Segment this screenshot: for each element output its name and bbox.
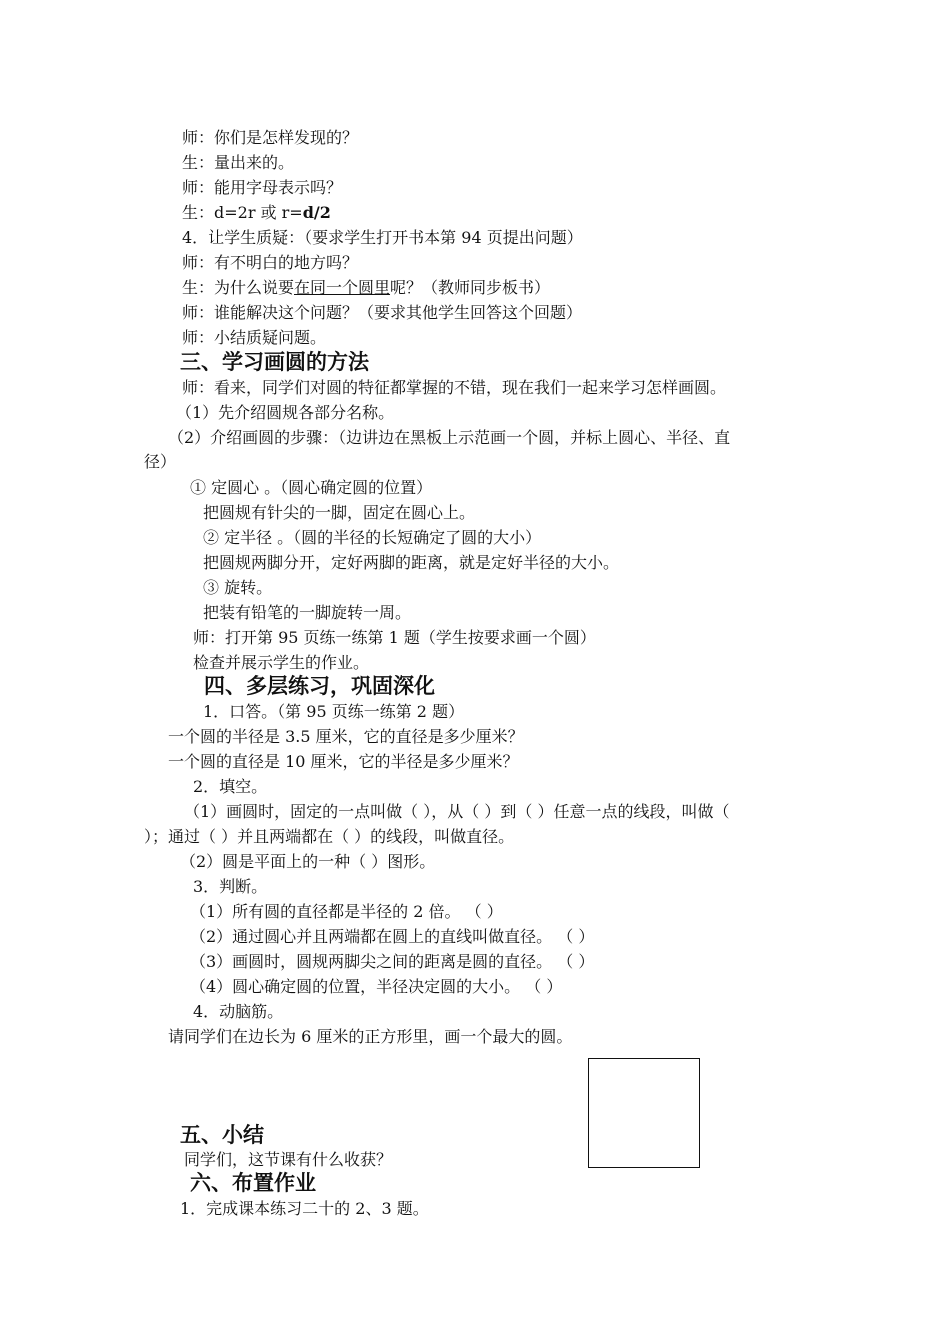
- line: （4）圆心确定圆的位置，半径决定圆的大小。 （ ）: [190, 977, 563, 996]
- line: 2．填空。: [193, 777, 268, 796]
- line: 把装有铅笔的一脚旋转一周。: [203, 603, 412, 622]
- line: 1．口答。（第 95 页练一练第 2 题）: [203, 702, 465, 721]
- line: （1）画圆时，固定的一点叫做（ ），从（ ）到（ ）任意一点的线段，叫做（: [184, 802, 730, 821]
- line: 同学们，这节课有什么收获？: [184, 1150, 393, 1169]
- line: 师：能用字母表示吗？: [182, 178, 343, 197]
- line: 一个圆的半径是 3.5 厘米，它的直径是多少厘米？: [168, 727, 524, 746]
- line: （1）先介绍圆规各部分名称。: [176, 403, 395, 422]
- line: 师：看来，同学们对圆的特征都掌握的不错，现在我们一起来学习怎样画圆。: [182, 378, 727, 397]
- line: 生：量出来的。: [182, 153, 295, 172]
- line: 师：打开第 95 页练一练第 1 题（学生按要求画一个圆）: [193, 628, 596, 647]
- line: 径）: [144, 452, 177, 471]
- line: 请同学们在边长为 6 厘米的正方形里，画一个最大的圆。: [168, 1027, 573, 1046]
- underlined-text: 在同一个圆里: [294, 278, 391, 297]
- line: （2）通过圆心并且两端都在圆上的直线叫做直径。 （ ）: [190, 927, 595, 946]
- line: 4．让学生质疑：（要求学生打开书本第 94 页提出问题）: [182, 228, 583, 247]
- line: ）；通过（ ）并且两端都在（ ）的线段，叫做直径。: [144, 827, 515, 846]
- line: 师：你们是怎样发现的？: [182, 128, 359, 147]
- section-heading: 六、布置作业: [190, 1171, 316, 1195]
- line: （2）介绍画圆的步骤：（边讲边在黑板上示范画一个圆，并标上圆心、半径、直: [168, 428, 731, 447]
- line: 师：谁能解决这个问题？（要求其他学生回答这个回题）: [182, 303, 583, 322]
- line: 4．动脑筋。: [193, 1002, 284, 1021]
- line: 3．判断。: [193, 877, 268, 896]
- line: [182, 278, 550, 298]
- line: ① 定圆心 。（圆心确定圆的位置）: [190, 478, 433, 497]
- bold-formula: d/2: [302, 203, 331, 222]
- line: 1．完成课本练习二十的 2、3 题。: [180, 1199, 429, 1218]
- line: 一个圆的直径是 10 厘米，它的半径是多少厘米？: [168, 752, 519, 771]
- section-heading: 五、小结: [180, 1123, 264, 1147]
- square-drawing-box: [588, 1058, 700, 1168]
- line: 检查并展示学生的作业。: [193, 653, 370, 672]
- line: 把圆规有针尖的一脚，固定在圆心上。: [203, 503, 476, 522]
- line-text: 生：为什么说要: [182, 278, 295, 297]
- line: （3）画圆时，圆规两脚尖之间的距离是圆的直径。 （ ）: [190, 952, 595, 971]
- line: [182, 203, 331, 223]
- line: （1）所有圆的直径都是半径的 2 倍。 （ ）: [190, 902, 503, 921]
- line-text: 生：d=2r 或 r=: [182, 203, 303, 222]
- section-heading: 三、学习画圆的方法: [180, 350, 369, 374]
- line: 把圆规两脚分开，定好两脚的距离，就是定好半径的大小。: [203, 553, 620, 572]
- line: 师：小结质疑问题。: [182, 328, 327, 347]
- line: ③ 旋转。: [203, 578, 273, 597]
- line: 师：有不明白的地方吗？: [182, 253, 359, 272]
- line: （2）圆是平面上的一种（ ）图形。: [180, 852, 436, 871]
- line-text: 呢？（教师同步板书）: [390, 278, 551, 297]
- section-heading: 四、多层练习，巩固深化: [204, 674, 435, 698]
- line: ② 定半径 。（圆的半径的长短确定了圆的大小）: [203, 528, 542, 547]
